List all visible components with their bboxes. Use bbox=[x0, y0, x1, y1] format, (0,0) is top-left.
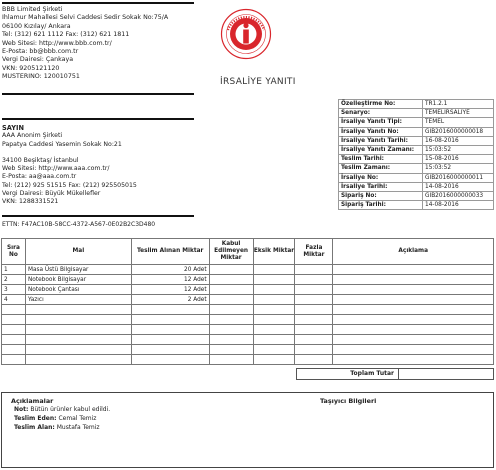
sender-top-rule bbox=[2, 2, 194, 4]
column-header: Eksik Miktar bbox=[253, 239, 295, 265]
table-cell bbox=[295, 345, 333, 355]
info-value: TEMELIRSALIYE bbox=[423, 109, 494, 118]
info-key: İrsaliye Yanıtı Zamanı: bbox=[339, 145, 423, 154]
table-row bbox=[2, 345, 494, 355]
table-cell bbox=[295, 335, 333, 345]
delivered-by-line bbox=[14, 415, 96, 422]
column-header: Fazla Miktar bbox=[295, 239, 333, 265]
table-cell bbox=[253, 275, 295, 285]
table-cell bbox=[253, 355, 295, 365]
info-row bbox=[339, 164, 494, 173]
table-cell: 12 Adet bbox=[131, 275, 209, 285]
info-key: İrsaliye Yanıtı No: bbox=[339, 127, 423, 136]
table-row bbox=[2, 265, 494, 275]
info-value: GIB2016000000033 bbox=[423, 191, 494, 200]
sender-line: Vergi Dairesi: Çankaya bbox=[2, 56, 74, 64]
column-header: Sıra No bbox=[2, 239, 26, 265]
table-cell bbox=[25, 315, 131, 325]
received-by-line bbox=[14, 424, 100, 431]
table-cell bbox=[253, 345, 295, 355]
table-cell bbox=[333, 295, 494, 305]
sender-line: Web Sitesi: http://www.bbb.com.tr/ bbox=[2, 39, 112, 47]
table-cell bbox=[131, 345, 209, 355]
table-cell bbox=[333, 265, 494, 275]
table-cell bbox=[2, 305, 26, 315]
table-cell: 4 bbox=[2, 295, 26, 305]
buyer-line: Web Sitesi: http://www.aaa.com.tr/ bbox=[2, 165, 110, 173]
table-cell bbox=[333, 345, 494, 355]
info-row bbox=[339, 127, 494, 136]
info-value: 14-08-2016 bbox=[423, 201, 494, 210]
column-header: Açıklama bbox=[333, 239, 494, 265]
info-row bbox=[339, 109, 494, 118]
table-cell: 20 Adet bbox=[131, 265, 209, 275]
table-cell bbox=[2, 325, 26, 335]
info-key: Sipariş No: bbox=[339, 191, 423, 200]
buyer-top-rule bbox=[2, 118, 194, 120]
table-cell bbox=[295, 315, 333, 325]
table-cell bbox=[131, 335, 209, 345]
buyer-line: AAA Anonim Şirketi bbox=[2, 132, 63, 140]
table-row bbox=[2, 285, 494, 295]
table-cell: Notebook Bilgisayar bbox=[25, 275, 131, 285]
table-cell bbox=[253, 305, 295, 315]
column-header: Kabul Edilmeyen Miktar bbox=[209, 239, 253, 265]
table-row bbox=[2, 325, 494, 335]
document-title: İRSALİYE YANITI bbox=[220, 77, 296, 87]
table-cell: Masa Üstü Bilgisayar bbox=[25, 265, 131, 275]
buyer-line: VKN: 1288331521 bbox=[2, 198, 59, 206]
table-cell bbox=[209, 335, 253, 345]
table-cell bbox=[209, 355, 253, 365]
table-cell bbox=[25, 305, 131, 315]
items-header-row bbox=[2, 239, 494, 265]
note-label: Not: bbox=[14, 406, 29, 413]
info-key: İrsaliye Yanıtı Tarihi: bbox=[339, 136, 423, 145]
note-line bbox=[14, 406, 110, 413]
table-cell bbox=[253, 315, 295, 325]
table-cell bbox=[209, 285, 253, 295]
table-cell bbox=[209, 295, 253, 305]
table-cell bbox=[253, 335, 295, 345]
table-cell: 3 bbox=[2, 285, 26, 295]
table-cell: Yazıcı bbox=[25, 295, 131, 305]
info-row bbox=[339, 155, 494, 164]
info-value: 15:03:52 bbox=[423, 145, 494, 154]
gib-seal-logo-icon bbox=[220, 8, 272, 60]
table-cell bbox=[2, 335, 26, 345]
notes-section bbox=[1, 392, 494, 468]
info-value: GIB2016000000011 bbox=[423, 173, 494, 182]
info-row bbox=[339, 173, 494, 182]
sender-bottom-rule bbox=[2, 93, 194, 95]
table-cell bbox=[25, 325, 131, 335]
info-key: Teslim Zamanı: bbox=[339, 164, 423, 173]
info-row bbox=[339, 118, 494, 127]
table-cell bbox=[2, 345, 26, 355]
note-value: Bütün ürünler kabul edildi. bbox=[30, 406, 111, 413]
items-table bbox=[1, 238, 494, 365]
table-cell bbox=[131, 305, 209, 315]
table-cell bbox=[295, 325, 333, 335]
table-cell: 12 Adet bbox=[131, 285, 209, 295]
table-cell: Notebook Çantası bbox=[25, 285, 131, 295]
table-cell bbox=[2, 355, 26, 365]
buyer-line: 34100 Beşiktaş/ İstanbul bbox=[2, 156, 79, 164]
table-row bbox=[2, 305, 494, 315]
info-key: Sipariş Tarihi: bbox=[339, 201, 423, 210]
buyer-bottom-rule bbox=[2, 215, 194, 217]
notes-heading: Açıklamalar bbox=[11, 397, 54, 405]
received-by-label: Teslim Alan: bbox=[14, 424, 55, 431]
buyer-title: SAYIN bbox=[2, 124, 24, 132]
table-row bbox=[2, 295, 494, 305]
delivered-by-value: Cemal Temiz bbox=[58, 415, 97, 422]
table-cell bbox=[253, 285, 295, 295]
table-cell bbox=[295, 355, 333, 365]
table-cell bbox=[295, 285, 333, 295]
info-value: 16-08-2016 bbox=[423, 136, 494, 145]
total-amount-label: Toplam Tutar bbox=[297, 369, 399, 379]
table-cell bbox=[253, 295, 295, 305]
info-value: TR1.2.1 bbox=[423, 100, 494, 109]
info-value: GIB2016000000018 bbox=[423, 127, 494, 136]
table-row bbox=[2, 315, 494, 325]
buyer-line: Tel: (212) 925 51515 Fax: (212) 925505015 bbox=[2, 181, 137, 189]
delivered-by-label: Teslim Eden: bbox=[14, 415, 57, 422]
buyer-line: Vergi Dairesi: Büyük Mükellefler bbox=[2, 190, 101, 198]
table-cell bbox=[295, 265, 333, 275]
table-cell: 1 bbox=[2, 265, 26, 275]
table-cell bbox=[253, 265, 295, 275]
buyer-line: E-Posta: aa@aaa.com.tr bbox=[2, 173, 77, 181]
table-cell bbox=[209, 315, 253, 325]
table-cell bbox=[2, 315, 26, 325]
table-cell bbox=[295, 275, 333, 285]
sender-line: Ihlamur Mahallesi Selvi Caddesi Sedir Sokak No:75/A bbox=[2, 14, 169, 22]
table-cell bbox=[333, 335, 494, 345]
table-cell bbox=[209, 345, 253, 355]
info-key: İrsaliye Tarihi: bbox=[339, 182, 423, 191]
sender-line: BBB Limited Şirketi bbox=[2, 6, 63, 13]
table-cell bbox=[209, 265, 253, 275]
received-by-value: Mustafa Temiz bbox=[56, 424, 100, 431]
info-key: İrsaliye Yanıtı Tipi: bbox=[339, 118, 423, 127]
info-row bbox=[339, 191, 494, 200]
sender-info bbox=[2, 6, 202, 82]
table-cell bbox=[253, 325, 295, 335]
buyer-info bbox=[2, 124, 202, 207]
table-cell bbox=[209, 305, 253, 315]
info-value: 14-08-2016 bbox=[423, 182, 494, 191]
table-cell bbox=[131, 355, 209, 365]
ettn-code: ETTN: F47AC10B-58CC-4372-A567-0E02B2C3D480 bbox=[2, 221, 156, 228]
table-cell bbox=[333, 315, 494, 325]
table-cell bbox=[333, 275, 494, 285]
info-key: Özelleştirme No: bbox=[339, 100, 423, 109]
info-row bbox=[339, 182, 494, 191]
info-row bbox=[339, 136, 494, 145]
column-header: Mal bbox=[25, 239, 131, 265]
table-row bbox=[2, 335, 494, 345]
table-cell bbox=[333, 305, 494, 315]
total-amount-box bbox=[296, 368, 494, 380]
info-value: 15:03:52 bbox=[423, 164, 494, 173]
carrier-info-heading: Taşıyıcı Bilgileri bbox=[320, 397, 377, 405]
buyer-line bbox=[2, 149, 202, 157]
info-key: Senaryo: bbox=[339, 109, 423, 118]
table-cell: 2 Adet bbox=[131, 295, 209, 305]
info-value: 15-08-2016 bbox=[423, 155, 494, 164]
sender-line: E-Posta: bb@bbb.com.tr bbox=[2, 48, 79, 56]
info-value: TEMEL bbox=[423, 118, 494, 127]
table-cell bbox=[333, 325, 494, 335]
table-cell bbox=[25, 355, 131, 365]
info-key: İrsaliye No: bbox=[339, 173, 423, 182]
table-cell: 2 bbox=[2, 275, 26, 285]
info-row bbox=[339, 100, 494, 109]
info-key: Teslim Tarihi: bbox=[339, 155, 423, 164]
document-info-table bbox=[338, 99, 494, 210]
info-row bbox=[339, 201, 494, 210]
table-cell bbox=[295, 305, 333, 315]
table-cell bbox=[209, 275, 253, 285]
info-row bbox=[339, 145, 494, 154]
sender-line: Tel: (312) 621 1112 Fax: (312) 621 1811 bbox=[2, 31, 130, 39]
table-cell bbox=[25, 345, 131, 355]
buyer-line: Papatya Caddesi Yasemin Sokak No:21 bbox=[2, 140, 122, 148]
table-cell bbox=[333, 355, 494, 365]
table-cell bbox=[25, 335, 131, 345]
table-cell bbox=[295, 295, 333, 305]
table-cell bbox=[131, 325, 209, 335]
sender-line: VKN: 9205121120 bbox=[2, 64, 60, 72]
table-cell bbox=[333, 285, 494, 295]
table-row bbox=[2, 275, 494, 285]
table-cell bbox=[209, 325, 253, 335]
column-header: Teslim Alınan Miktar bbox=[131, 239, 209, 265]
sender-line: 06100 Kızılay/ Ankara bbox=[2, 22, 71, 30]
table-cell bbox=[131, 315, 209, 325]
sender-line: MUSTERINO: 120010751 bbox=[2, 73, 80, 81]
table-row bbox=[2, 355, 494, 365]
